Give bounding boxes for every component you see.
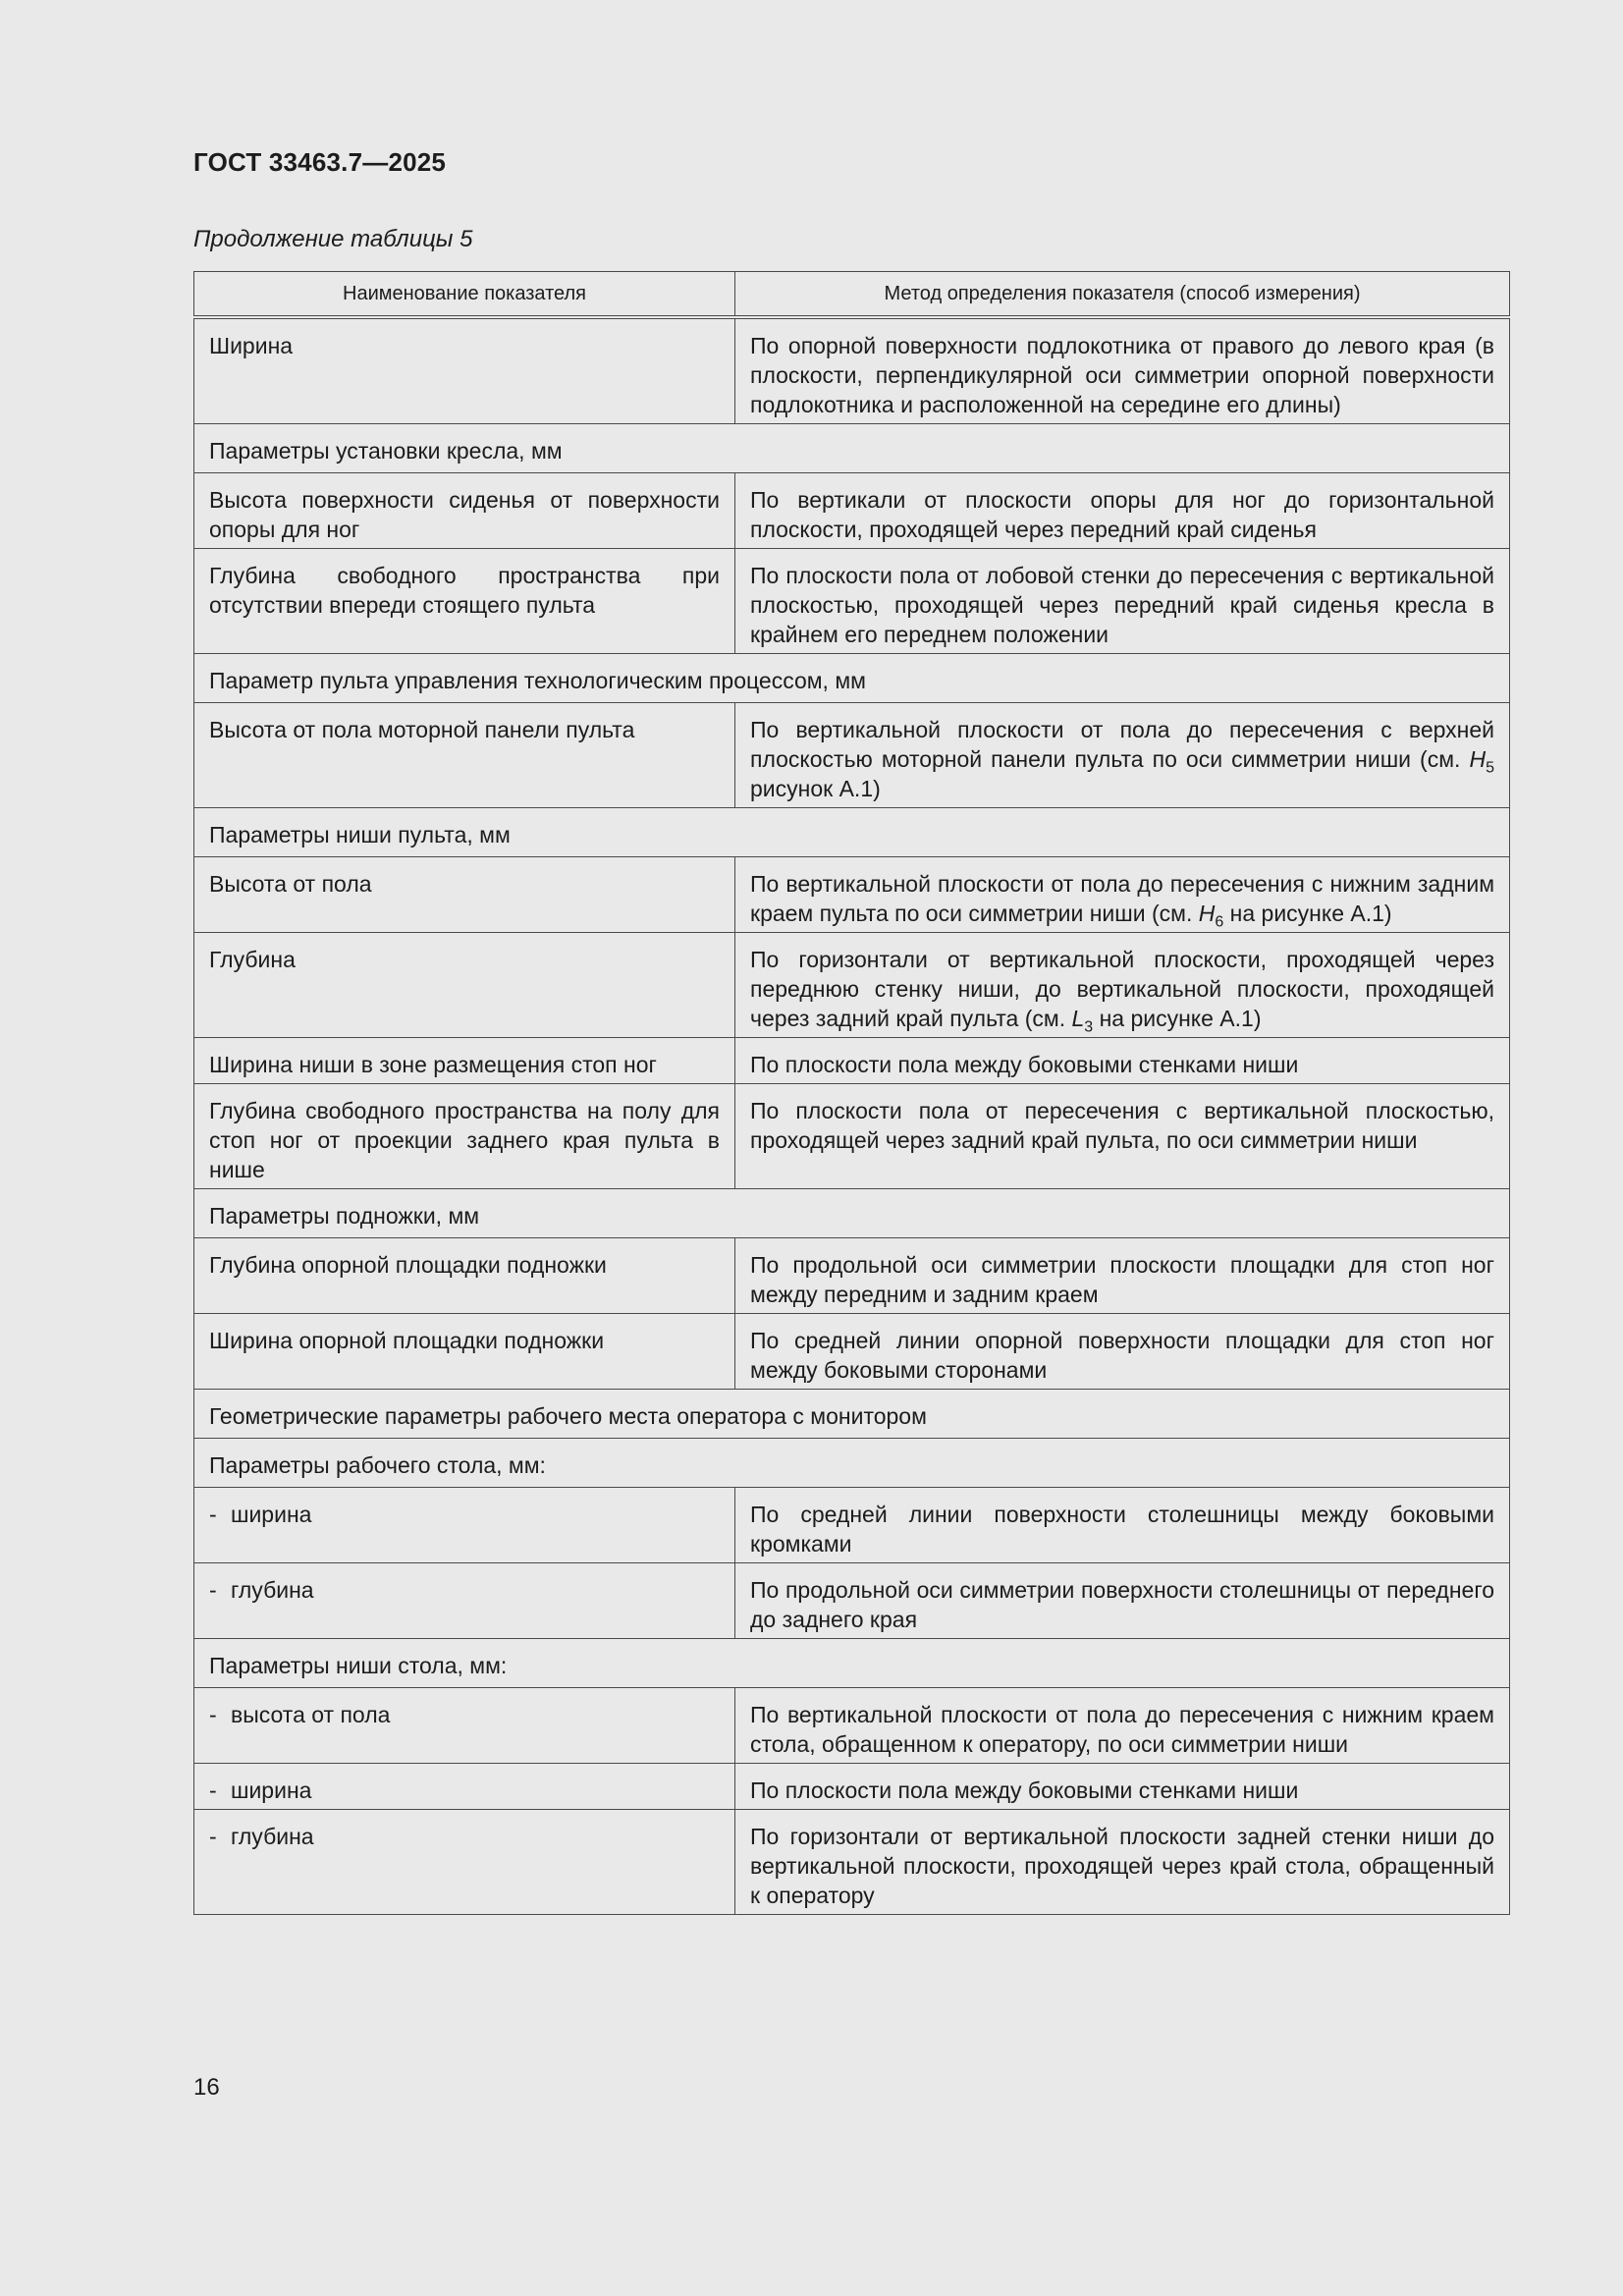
- table-row: [194, 317, 1510, 424]
- parameter-name-cell: [194, 1238, 735, 1314]
- parameter-name: Высота от пола: [209, 871, 372, 897]
- dimension-subscript: 5: [1486, 759, 1494, 777]
- method-cell: [735, 549, 1510, 654]
- parameter-name-cell: [194, 549, 735, 654]
- method-text: По вертикальной плоскости от пола до пересечения с верхней плоскостью моторной панели пульта по оси симметрии ниши (см.: [750, 717, 1494, 772]
- parameter-name: Глубина: [209, 947, 296, 972]
- parameter-name-cell: [194, 1810, 735, 1915]
- method-text: на рисунке А.1): [1093, 1006, 1262, 1031]
- parameter-name: ширина: [231, 1777, 312, 1803]
- method-cell: [735, 1563, 1510, 1639]
- table-row: [194, 1488, 1510, 1563]
- parameter-name: глубина: [231, 1824, 314, 1849]
- table-group-row: [194, 424, 1510, 473]
- document-code: ГОСТ 33463.7—2025: [193, 147, 447, 177]
- list-dash: -: [209, 1502, 217, 1527]
- method-text: По горизонтали от вертикальной плоскости, проходящей через переднюю стенку ниши, до вертикальной плоскости, проходящей через задний край пульта (см.: [750, 947, 1494, 1031]
- table-body: [194, 317, 1510, 1915]
- list-dash: -: [209, 1577, 217, 1603]
- table-caption: Продолжение таблицы 5: [193, 226, 473, 252]
- table-group-row: [194, 1189, 1510, 1238]
- table-row: [194, 1314, 1510, 1390]
- table-group-row: [194, 654, 1510, 703]
- method-cell: [735, 933, 1510, 1038]
- method-cell: [735, 473, 1510, 549]
- group-title: Параметр пульта управления технологическим процессом, мм: [194, 654, 1510, 703]
- list-dash: -: [209, 1777, 217, 1803]
- method-text: По средней линии поверхности столешницы между боковыми кромками: [750, 1502, 1494, 1557]
- method-text: По вертикальной плоскости от пола до пересечения с нижним задним краем пульта по оси симметрии ниши (см.: [750, 871, 1494, 926]
- table-header-row: [194, 272, 1510, 318]
- parameter-name: Высота от пола моторной панели пульта: [209, 717, 635, 742]
- table-group-row: [194, 1439, 1510, 1488]
- group-title: Параметры установки кресла, мм: [194, 424, 1510, 473]
- table-group-row: [194, 1390, 1510, 1439]
- table-row: [194, 1038, 1510, 1084]
- dimension-symbol: H: [1469, 746, 1487, 772]
- parameter-name: Глубина опорной площадки подножки: [209, 1252, 607, 1278]
- table-row: [194, 1084, 1510, 1189]
- method-text: По вертикали от плоскости опоры для ног до горизонтальной плоскости, проходящей через передний край сиденья: [750, 487, 1494, 542]
- method-cell: [735, 703, 1510, 808]
- parameter-name: Высота поверхности сиденья от поверхности опоры для ног: [209, 487, 720, 542]
- parameter-name-cell: [194, 857, 735, 933]
- table-group-row: [194, 808, 1510, 857]
- method-text: По средней линии опорной поверхности площадки для стоп ног между боковыми сторонами: [750, 1328, 1494, 1383]
- group-title: Геометрические параметры рабочего места оператора с монитором: [194, 1390, 1510, 1439]
- parameter-name-cell: [194, 1764, 735, 1810]
- method-cell: [735, 1084, 1510, 1189]
- table-row: [194, 1810, 1510, 1915]
- parameter-name: Глубина свободного пространства при отсутствии впереди стоящего пульта: [209, 563, 720, 618]
- parameter-name-cell: [194, 317, 735, 424]
- group-title: Параметры рабочего стола, мм:: [194, 1439, 1510, 1488]
- parameter-name: Ширина: [209, 333, 294, 358]
- page-number: 16: [193, 2074, 220, 2101]
- list-dash: -: [209, 1824, 217, 1849]
- table-row: [194, 1238, 1510, 1314]
- parameter-name-cell: [194, 1038, 735, 1084]
- table-group-row: [194, 1639, 1510, 1688]
- table-row: [194, 549, 1510, 654]
- parameter-name-cell: [194, 933, 735, 1038]
- method-cell: [735, 317, 1510, 424]
- method-text: По вертикальной плоскости от пола до пересечения с нижним краем стола, обращенном к оператору, по оси симметрии ниши: [750, 1702, 1494, 1757]
- column-header-method: Метод определения показателя (способ измерения): [735, 272, 1510, 318]
- method-cell: [735, 857, 1510, 933]
- table-row: [194, 1688, 1510, 1764]
- parameter-name-cell: [194, 473, 735, 549]
- parameter-name-cell: [194, 1084, 735, 1189]
- method-text: По опорной поверхности подлокотника от правого до левого края (в плоскости, перпендикулярной оси симметрии опорной поверхности подлокотника и расположенной на середине его длины): [750, 333, 1494, 417]
- method-text: По продольной оси симметрии плоскости площадки для стоп ног между передним и задним краем: [750, 1252, 1494, 1307]
- method-cell: [735, 1764, 1510, 1810]
- method-text: По горизонтали от вертикальной плоскости задней стенки ниши до вертикальной плоскости, проходящей через край стола, обращенный к оператору: [750, 1824, 1494, 1908]
- parameter-name: ширина: [231, 1502, 312, 1527]
- column-header-name: Наименование показателя: [194, 272, 735, 318]
- parameter-name-cell: [194, 1688, 735, 1764]
- parameter-name-cell: [194, 1314, 735, 1390]
- method-text: рисунок А.1): [750, 776, 881, 801]
- method-cell: [735, 1810, 1510, 1915]
- method-text: По плоскости пола от пересечения с вертикальной плоскостью, проходящей через задний край пульта, по оси симметрии ниши: [750, 1098, 1494, 1153]
- group-title: Параметры ниши пульта, мм: [194, 808, 1510, 857]
- table-row: [194, 703, 1510, 808]
- method-text: на рисунке А.1): [1223, 901, 1392, 926]
- parameters-table: [193, 271, 1510, 1915]
- parameter-name: Ширина опорной площадки подножки: [209, 1328, 605, 1353]
- list-dash: -: [209, 1702, 217, 1727]
- method-text: По плоскости пола от лобовой стенки до пересечения с вертикальной плоскостью, проходящей через передний край сиденья кресла в крайнем его переднем положении: [750, 563, 1494, 647]
- method-text: По продольной оси симметрии поверхности столешницы от переднего до заднего края: [750, 1577, 1494, 1632]
- table-row: [194, 857, 1510, 933]
- parameter-name: глубина: [231, 1577, 314, 1603]
- method-cell: [735, 1038, 1510, 1084]
- method-cell: [735, 1688, 1510, 1764]
- table-row: [194, 933, 1510, 1038]
- method-text: По плоскости пола между боковыми стенками ниши: [750, 1777, 1299, 1803]
- dimension-symbol: H: [1198, 901, 1216, 926]
- table-row: [194, 1563, 1510, 1639]
- group-title: Параметры подножки, мм: [194, 1189, 1510, 1238]
- method-cell: [735, 1488, 1510, 1563]
- table-row: [194, 1764, 1510, 1810]
- parameter-name: высота от пола: [231, 1702, 391, 1727]
- parameter-name: Ширина ниши в зоне размещения стоп ног: [209, 1052, 657, 1077]
- group-title: Параметры ниши стола, мм:: [194, 1639, 1510, 1688]
- parameter-name-cell: [194, 1488, 735, 1563]
- dimension-subscript: 6: [1215, 913, 1224, 931]
- parameter-name-cell: [194, 703, 735, 808]
- method-cell: [735, 1314, 1510, 1390]
- dimension-subscript: 3: [1084, 1018, 1094, 1036]
- table-row: [194, 473, 1510, 549]
- method-cell: [735, 1238, 1510, 1314]
- dimension-symbol: L: [1071, 1006, 1085, 1031]
- parameter-name-cell: [194, 1563, 735, 1639]
- method-text: По плоскости пола между боковыми стенками ниши: [750, 1052, 1299, 1077]
- parameter-name: Глубина свободного пространства на полу для стоп ног от проекции заднего края пульта в нише: [209, 1098, 720, 1182]
